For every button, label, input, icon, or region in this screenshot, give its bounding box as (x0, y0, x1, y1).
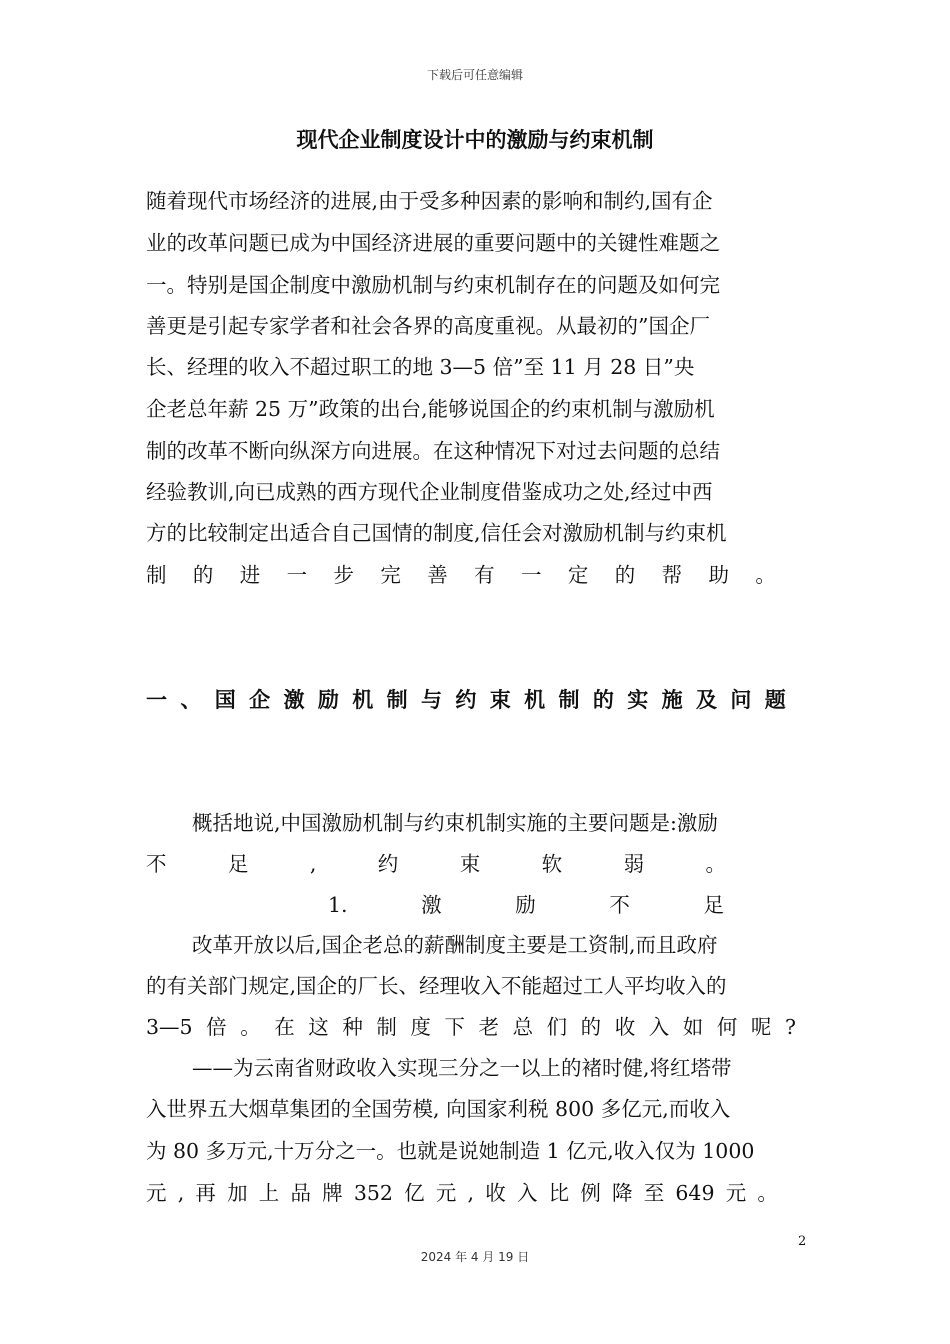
justified-char: 的 (192, 563, 214, 587)
justified-char: 的 (614, 563, 636, 587)
justified-char: 题 (764, 687, 786, 712)
justified-char: 一 (146, 687, 167, 712)
justified-char: 实 (627, 687, 649, 712)
intro-line: 长、经理的收入不超过职工的地 3—5 倍”至 11 月 28 日”央 (146, 355, 695, 379)
intro-line: 善更是引起专家学者和社会各界的高度重视。从最初的”国企厂 (146, 314, 710, 338)
justified-char: 机 (524, 687, 546, 712)
justified-char: 。 (755, 563, 776, 587)
justified-char: 激 (421, 893, 442, 917)
justified-char: 倍 (206, 1015, 227, 1039)
justified-char: 上 (258, 1181, 280, 1205)
section-heading (146, 684, 786, 714)
justified-char: 进 (239, 563, 261, 587)
justified-char: 。 (240, 1015, 261, 1039)
justified-char: 一 (286, 563, 308, 587)
justified-char: 弱 (623, 852, 645, 876)
justified-char: 。 (705, 852, 726, 876)
justified-char: 的 (580, 1015, 602, 1039)
justified-char: 不 (146, 852, 167, 876)
intro-line: 企老总年薪 25 万”政策的出台,能够说国企的约束机制与激励机 (146, 397, 715, 421)
justified-char: 收 (485, 1181, 506, 1205)
intro-line: 方的比较制定出适合自己国情的制度,信任会对激励机制与约束机 (146, 521, 727, 545)
justified-char: 比 (548, 1181, 570, 1205)
justified-char: 国 (214, 687, 236, 712)
justified-char: 企 (249, 687, 271, 712)
justified-char: 完 (380, 563, 401, 587)
paragraph-line: 为 80 多万元,十万分之一。也就是说她制造 1 亿元,收入仅为 1000 (146, 1139, 755, 1163)
justified-char: 约 (455, 687, 477, 712)
justified-char: 约 (377, 852, 399, 876)
justified-char: 在 (274, 1015, 295, 1039)
justified-char: 束 (459, 852, 481, 876)
justified-char: 牌 (322, 1181, 343, 1205)
paragraph-line: 概括地说,中国激励机制与约束机制实施的主要问题是:激励 (192, 811, 718, 835)
paragraph-line-justified (146, 1178, 778, 1208)
justified-char: 善 (427, 563, 448, 587)
justified-char: 降 (612, 1181, 633, 1205)
justified-char: 与 (421, 687, 442, 712)
justified-char: 下 (444, 1015, 465, 1039)
justified-char: 352 (353, 1181, 393, 1205)
justified-char: 有 (474, 563, 495, 587)
justified-char: 元 (725, 1181, 747, 1205)
intro-line: 随着现代市场经济的进展,由于受多种因素的影响和制约,国有企 (146, 189, 713, 213)
justified-char: 这 (308, 1015, 329, 1039)
justified-char: 助 (708, 563, 729, 587)
justified-char: 老 (478, 1015, 500, 1039)
page-number: 2 (798, 1234, 807, 1249)
justified-char: 一 (521, 563, 542, 587)
justified-char: 制 (146, 563, 167, 587)
justified-char: 入 (516, 1181, 538, 1205)
subheading-line (328, 890, 724, 920)
justified-char: 品 (290, 1181, 311, 1205)
justified-char: 的 (592, 687, 614, 712)
justified-char: 步 (333, 563, 354, 587)
justified-char: 足 (703, 893, 724, 917)
justified-char: 及 (696, 687, 717, 712)
justified-char: 定 (567, 563, 589, 587)
justified-char: 例 (580, 1181, 601, 1205)
document-title: 现代企业制度设计中的激励与约束机制 (296, 127, 654, 152)
justified-char: 软 (541, 852, 563, 876)
justified-char: 帮 (661, 563, 683, 587)
justified-char: ? (784, 1015, 796, 1039)
intro-line: 经验教训,向已成熟的西方现代企业制度借鉴成功之处,经过中西 (146, 480, 713, 504)
justified-char: , (177, 1181, 185, 1205)
justified-char: 、 (180, 687, 202, 712)
justified-char: 3—5 (146, 1015, 193, 1039)
justified-char: 加 (227, 1181, 248, 1205)
justified-char: 们 (546, 1015, 568, 1039)
justified-char: 如 (682, 1015, 704, 1039)
intro-line: 业的改革问题已成为中国经济进展的重要问题中的关键性难题之 (146, 231, 720, 255)
intro-line-justified (146, 560, 776, 590)
justified-char: 元 (146, 1181, 167, 1205)
justified-char: 施 (661, 687, 683, 712)
justified-char: 制 (386, 687, 408, 712)
justified-char: 649 (675, 1181, 715, 1205)
paragraph-line-justified (146, 849, 726, 879)
intro-line: 一。特别是国企制度中激励机制与约束机制存在的问题及如何完 (146, 273, 720, 297)
justified-char: 励 (317, 687, 339, 712)
justified-char: 入 (648, 1015, 670, 1039)
justified-char: 足 (227, 852, 249, 876)
justified-char: 激 (283, 687, 305, 712)
justified-char: 再 (195, 1181, 216, 1205)
justified-char: 收 (614, 1015, 636, 1039)
justified-char: 至 (643, 1181, 665, 1205)
justified-char: 度 (410, 1015, 431, 1039)
justified-char: 制 (558, 687, 580, 712)
justified-char: 束 (489, 687, 511, 712)
justified-char: 。 (757, 1181, 778, 1205)
justified-char: 种 (342, 1015, 363, 1039)
justified-char: 问 (730, 687, 752, 712)
justified-char: 1. (328, 893, 348, 917)
paragraph-line: 的有关部门规定,国企的厂长、经理收入不能超过工人平均收入的 (146, 974, 727, 998)
justified-char: 亿 (404, 1181, 425, 1205)
justified-char: , (309, 852, 317, 876)
justified-char: 不 (609, 893, 630, 917)
justified-char: 励 (515, 893, 536, 917)
page-footer-date: 2024 年 4 月 19 日 (420, 1250, 530, 1264)
paragraph-line: ——为云南省财政收入实现三分之一以上的褚时健,将红塔带 (192, 1056, 732, 1080)
justified-char: 总 (512, 1015, 534, 1039)
paragraph-line-justified (146, 1012, 796, 1042)
justified-char: 机 (352, 687, 374, 712)
justified-char: 元 (435, 1181, 457, 1205)
justified-char: 呢 (750, 1015, 772, 1039)
justified-char: 制 (376, 1015, 397, 1039)
intro-line: 制的改革不断向纵深方向进展。在这种情况下对过去问题的总结 (146, 439, 720, 463)
justified-char: 何 (716, 1015, 738, 1039)
paragraph-line: 入世界五大烟草集团的全国劳模, 向国家利税 800 多亿元,而收入 (146, 1097, 731, 1121)
justified-char: , (467, 1181, 475, 1205)
paragraph-line: 改革开放以后,国企老总的薪酬制度主要是工资制,而且政府 (192, 933, 718, 957)
page-header-note: 下载后可任意编辑 (426, 68, 523, 82)
